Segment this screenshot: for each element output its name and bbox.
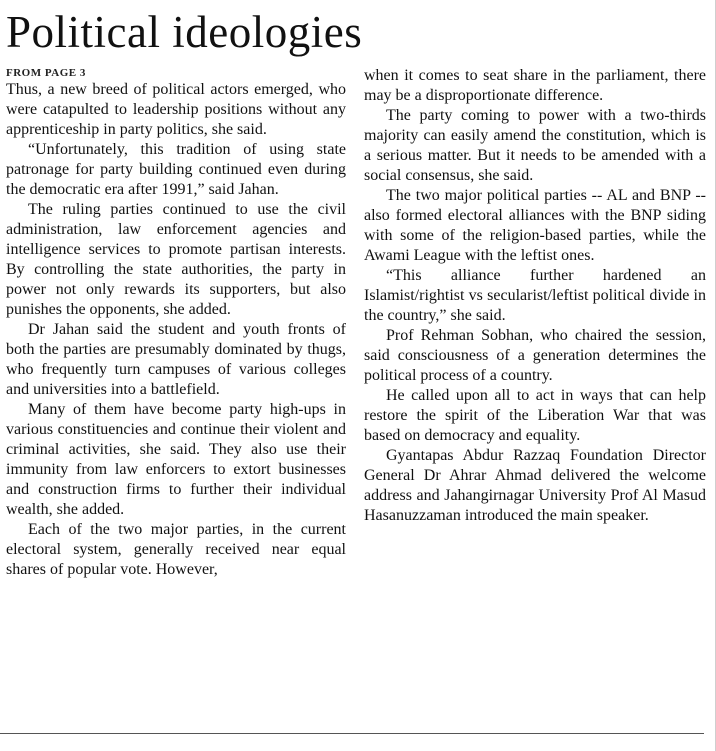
paragraph: The ruling parties continued to use the civil administration, law enforcement agencies and intelligence services to promote partisan interests. By controlling the state authorities, the party in power not only rewards its supporters, but also punishes the opponents, she added. [6, 201, 346, 318]
paragraph: He called upon all to act in ways that can help restore the spirit of the Liberation War that was based on democracy and equality. [364, 387, 706, 444]
paragraph: Dr Jahan said the student and youth fronts of both the parties are presumably dominated by thugs, who frequently turn campuses of various colleges and universities into a battlefield. [6, 321, 346, 398]
paragraph: “Unfortunately, this tradition of using state patronage for party building continued even during the democratic era after 1991,” said Jahan. [6, 141, 346, 198]
bottom-rule [0, 733, 704, 734]
headline: Political ideologies [6, 7, 363, 57]
paragraph: when it comes to seat share in the parliament, there may be a disproportionate difference. [364, 67, 706, 104]
article-column-left [6, 80, 346, 580]
paragraph: Thus, a new breed of political actors emerged, who were catapulted to leadership positions without any apprenticeship in party politics, she said. [6, 81, 346, 138]
paragraph: Gyantapas Abdur Razzaq Foundation Director General Dr Ahrar Ahmad delivered the welcome address and Jahangirnagar University Prof Al Masud Hasanuzzaman introduced the main speaker. [364, 447, 706, 524]
paragraph: Each of the two major parties, in the current electoral system, generally received near equal shares of popular vote. However, [6, 521, 346, 578]
article-column-right [364, 66, 706, 526]
continuation-kicker: FROM PAGE 3 [6, 67, 86, 79]
paragraph: Prof Rehman Sobhan, who chaired the session, said consciousness of a generation determines the political process of a country. [364, 327, 706, 384]
paragraph: “This alliance further hardened an Islamist/rightist vs secularist/leftist political divide in the country,” she said. [364, 267, 706, 324]
paragraph: Many of them have become party high-ups in various constituencies and continue their violent and criminal activities, she said. They also use their immunity from law enforcers to extort businesses and construction firms to further their individual wealth, she added. [6, 401, 346, 518]
paragraph: The two major political parties -- AL and BNP -- also formed electoral alliances with the BNP siding with some of the religion-based parties, while the Awami League with the leftist ones. [364, 187, 706, 264]
paragraph: The party coming to power with a two-thirds majority can easily amend the constitution, which is a serious matter. But it needs to be amended with a social consensus, she said. [364, 107, 706, 184]
